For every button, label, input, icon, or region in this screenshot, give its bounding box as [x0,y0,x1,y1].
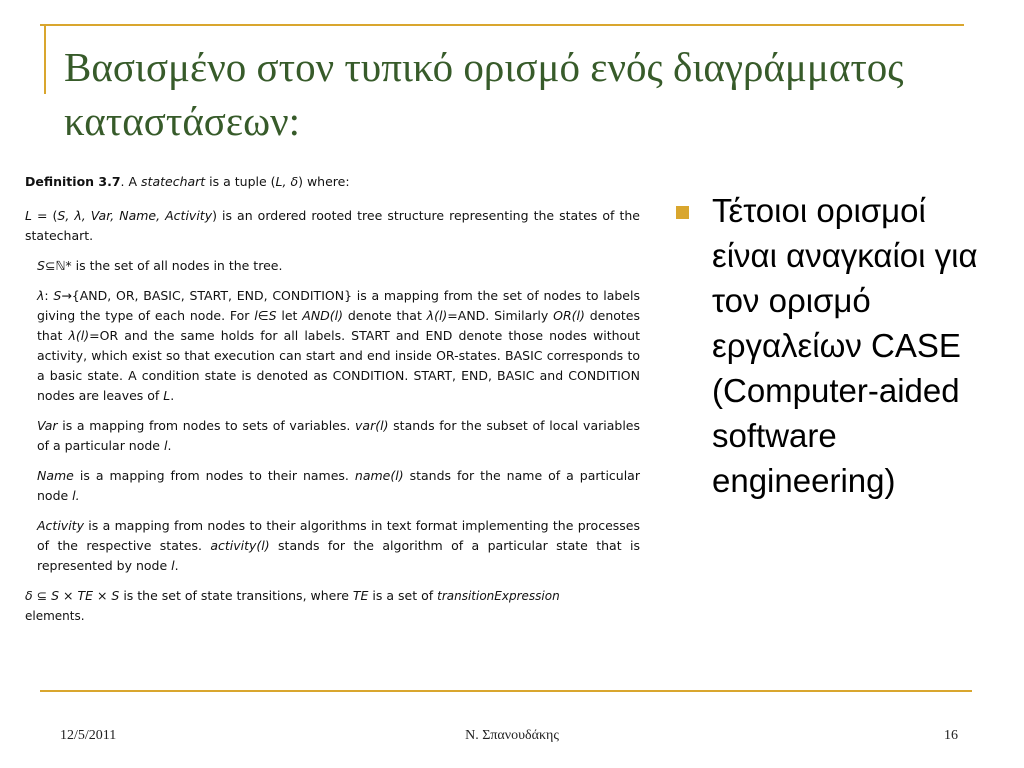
definition-S: S⊆ℕ* is the set of all nodes in the tree. [37,258,283,273]
bottom-accent-rule [40,690,972,692]
definition-block [25,172,640,626]
top-accent-rule [40,24,964,26]
left-accent-rule [44,24,46,94]
definition-lambda: λ: S→{AND, OR, BASIC, START, END, CONDITION} is a mapping from the set of nodes to labels giving the type of each node. For l∈S let AND(l) denote that λ(l)=AND. Similarly OR(l) denotes that λ(l)=OR and the same holds for all labels. START and END denote those nodes without activity, which exist so that execution can start and end inside OR-states. BASIC corresponds to a basic state. A condition state is denoted as CONDITION. START, END, BASIC and CONDITION nodes are leaves of L. [37,288,641,403]
bullet-text: Τέτοιοι ορισμοί είναι αναγκαίοι για τον ορισμό εργαλείων CASE (Computer-aided software engineering) [712,192,978,499]
definition-activity: Activity is a mapping from nodes to their algorithms in text format implementing the processes of the respective states. activity(l) stands for the algorithm of a particular state that is represented by node l. [37,518,640,573]
definition-name: Name is a mapping from nodes to their names. name(l) stands for the name of a particular node l. [37,468,640,503]
definition-delta: δ ⊆ S × TE × S is the set of state transitions, where TE is a set of transitionExpression elements. [25,588,560,623]
definition-intro: Definition 3.7. A statechart is a tuple (L, δ) where: [25,174,350,189]
footer-page-number: 16 [944,728,958,743]
definition-L: L = (S, λ, Var, Name, Activity) is an ordered rooted tree structure representing the states of the statechart. [25,208,640,243]
bullet-square-icon [676,206,689,219]
slide-title: Βασισμένο στον τυπικό ορισμό ενός διαγράμματος καταστάσεων: [64,44,904,144]
definition-heading: Definition 3.7 [25,174,121,189]
footer-author: Ν. Σπανουδάκης [465,728,559,743]
footer-date: 12/5/2011 [60,728,117,743]
definition-var: Var is a mapping from nodes to sets of variables. var(l) stands for the subset of local variables of a particular node l. [37,418,641,453]
